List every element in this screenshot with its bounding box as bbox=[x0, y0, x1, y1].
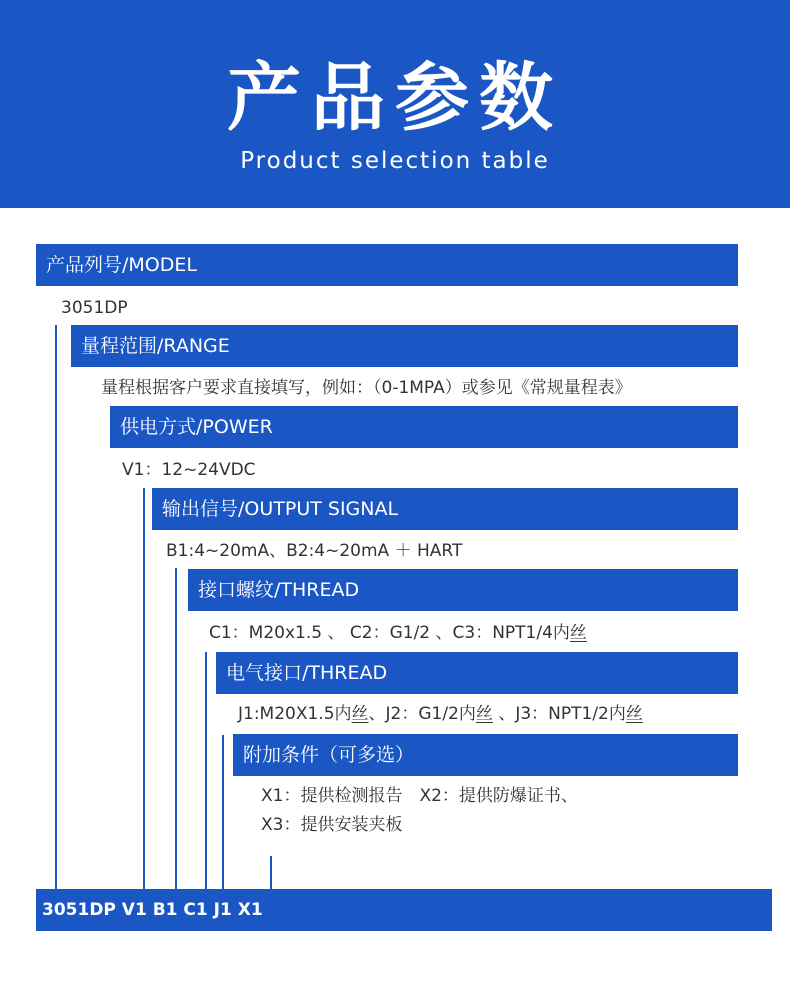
section-header-options bbox=[233, 734, 738, 776]
model-value: 3051DP bbox=[61, 298, 128, 318]
section-header-thread bbox=[188, 569, 738, 611]
electrical-j1-tail: 丝 bbox=[351, 704, 369, 724]
thread-options-main: C1：M20x1.5 、 C2：G1/2 、C3：NPT1/4内 bbox=[209, 623, 570, 643]
section-header-model bbox=[36, 244, 738, 286]
power-option: V1：12~24VDC bbox=[122, 460, 256, 480]
page-subtitle: Product selection table bbox=[240, 148, 550, 174]
section-header-electrical-label: 电气接口/THREAD bbox=[226, 662, 388, 684]
connector-line-output bbox=[175, 568, 177, 890]
section-header-thread-label: 接口螺纹/THREAD bbox=[198, 579, 360, 601]
section-header-range bbox=[71, 325, 738, 367]
output-options: B1:4~20mA、B2:4~20mA ＋ HART bbox=[166, 541, 463, 561]
section-header-power-label: 供电方式/POWER bbox=[120, 416, 273, 438]
section-header-options-label: 附加条件（可多选） bbox=[243, 744, 415, 766]
electrical-j2-tail: 丝 bbox=[475, 704, 493, 724]
model-code-example-text: 3051DP V1 B1 C1 J1 X1 bbox=[42, 900, 263, 920]
section-header-output-label: 输出信号/OUTPUT SIGNAL bbox=[162, 498, 399, 520]
range-note: 量程根据客户要求直接填写，例如：（0-1MPA）或参见《常规量程表》 bbox=[101, 378, 632, 398]
electrical-j3-tail: 丝 bbox=[625, 704, 643, 724]
electrical-options bbox=[238, 702, 643, 726]
electrical-j2: 、J2：G1/2内 bbox=[368, 704, 476, 724]
electrical-j3: 、J3：NPT1/2内 bbox=[492, 704, 626, 724]
model-code-example bbox=[36, 889, 772, 931]
section-header-output bbox=[152, 488, 738, 530]
connector-line-thread bbox=[205, 652, 207, 890]
connector-line-model bbox=[55, 325, 57, 890]
connector-line-electrical bbox=[222, 735, 224, 890]
section-header-power bbox=[110, 406, 738, 448]
electrical-j1: J1:M20X1.5内 bbox=[238, 704, 352, 724]
connector-line-options bbox=[270, 856, 272, 890]
section-header-range-label: 量程范围/RANGE bbox=[81, 335, 230, 357]
options-line-2: X3：提供安装夹板 bbox=[261, 815, 403, 835]
thread-options-tail: 丝 bbox=[569, 623, 587, 643]
page-title: 产品参数 bbox=[227, 55, 563, 141]
options-line-1: X1：提供检测报告 X2：提供防爆证书、 bbox=[261, 786, 578, 806]
section-header-model-label: 产品列号/MODEL bbox=[46, 254, 197, 276]
header-banner bbox=[0, 0, 790, 208]
thread-options bbox=[209, 621, 587, 645]
section-header-electrical bbox=[216, 652, 738, 694]
connector-line-power bbox=[143, 488, 145, 890]
